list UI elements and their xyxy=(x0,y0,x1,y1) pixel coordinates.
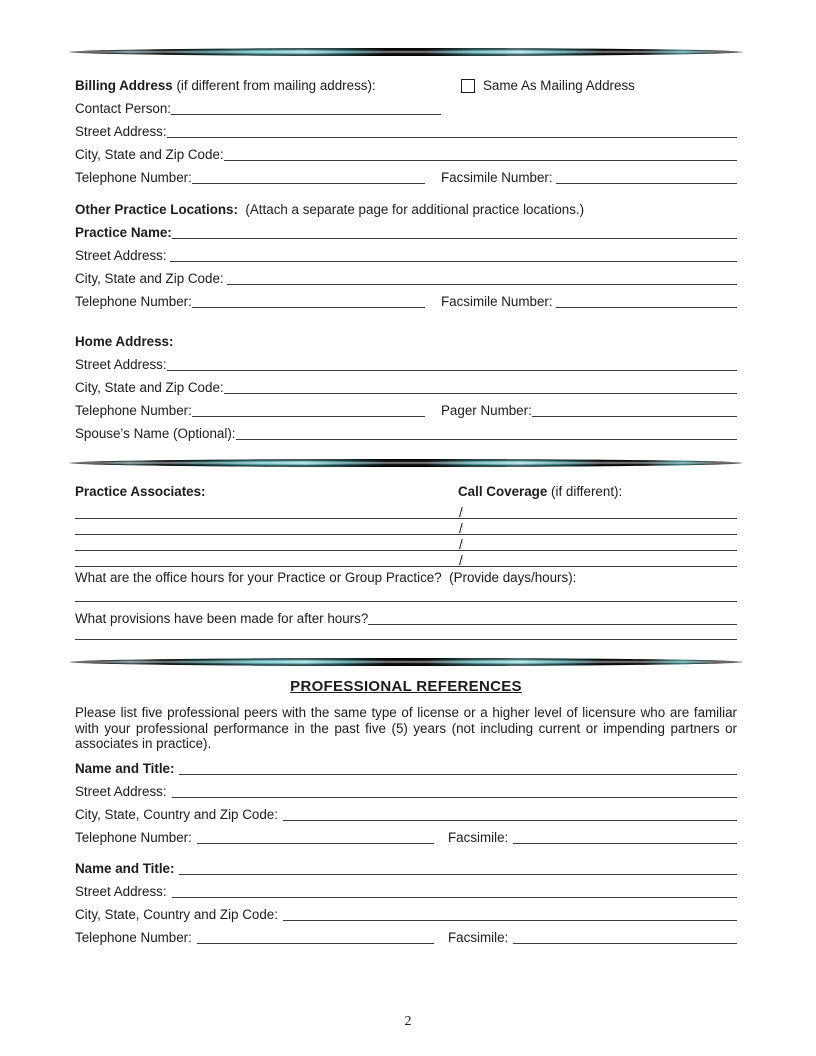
ref2-phone-line[interactable] xyxy=(197,943,434,944)
ref2-name-line[interactable] xyxy=(179,874,737,875)
practice-fax-label: Facsimile Number: xyxy=(441,294,557,310)
form-content xyxy=(75,48,737,946)
billing-city-label: City, State and Zip Code: xyxy=(75,147,224,163)
associate-coverage-row-3[interactable] xyxy=(75,535,737,551)
billing-contact-row xyxy=(75,94,737,117)
associate-coverage-row-4[interactable] xyxy=(75,551,737,567)
home-city-row xyxy=(75,373,737,396)
billing-city-line[interactable] xyxy=(224,160,737,161)
billing-address-heading xyxy=(75,78,461,94)
spouse-name-line[interactable] xyxy=(236,439,737,440)
ref1-fax-label: Facsimile: xyxy=(448,829,509,845)
professional-references-intro: Please list five professional peers with the same type of license or a higher level of licensure who are familiar with your professional performance in the past five (5) years (not including current or impending partners or associates in practice). xyxy=(75,705,737,751)
ref1-name-line[interactable] xyxy=(179,774,737,775)
home-phone-line[interactable] xyxy=(192,416,425,417)
associates-header-row xyxy=(75,485,737,500)
practice-phone-cell xyxy=(75,294,441,310)
ref1-fax-line[interactable] xyxy=(513,843,737,844)
billing-contact-line[interactable] xyxy=(171,114,441,115)
ref1-phone-fax-row xyxy=(75,823,737,846)
practice-city-line[interactable] xyxy=(227,284,737,285)
practice-street-row xyxy=(75,241,737,264)
ref2-street-label: Street Address: xyxy=(75,883,167,899)
call-coverage-heading-bold: Call Coverage xyxy=(458,484,548,500)
coverage-separator-slash: / xyxy=(458,521,463,536)
after-hours-answer-line[interactable] xyxy=(368,624,737,625)
ref2-city-row xyxy=(75,900,737,923)
practice-street-label: Street Address: xyxy=(75,248,171,264)
other-practice-heading xyxy=(75,202,584,218)
ref2-city-label: City, State, Country and Zip Code: xyxy=(75,906,278,922)
practice-name-label: Practice Name: xyxy=(75,225,172,241)
after-hours-answer-line-2[interactable] xyxy=(75,639,737,640)
home-city-line[interactable] xyxy=(224,393,737,394)
practice-city-row xyxy=(75,264,737,287)
ref2-street-row xyxy=(75,877,737,900)
professional-references-title: PROFESSIONAL REFERENCES xyxy=(290,678,522,695)
reference-block-1 xyxy=(75,754,737,846)
ref1-street-line[interactable] xyxy=(172,797,737,798)
spouse-name-row xyxy=(75,419,737,442)
ref1-phone-label: Telephone Number: xyxy=(75,829,192,845)
ref1-city-line[interactable] xyxy=(283,820,737,821)
reference-block-2 xyxy=(75,854,737,946)
other-practice-heading-rest: (Attach a separate page for additional practice locations.) xyxy=(237,202,585,218)
associate-coverage-row-1[interactable] xyxy=(75,500,737,519)
coverage-separator-slash: / xyxy=(458,553,463,568)
practice-city-label: City, State and Zip Code: xyxy=(75,271,228,287)
page-number: 2 xyxy=(404,1014,412,1029)
section-divider-bar xyxy=(69,658,743,666)
billing-fax-line[interactable] xyxy=(556,183,737,184)
billing-fax-label: Facsimile Number: xyxy=(441,170,557,186)
billing-contact-label: Contact Person: xyxy=(75,101,172,117)
other-practice-heading-bold: Other Practice Locations: xyxy=(75,202,238,218)
coverage-separator-slash: / xyxy=(458,537,463,552)
ref2-fax-line[interactable] xyxy=(513,943,737,944)
after-hours-question: What provisions have been made for after hours? xyxy=(75,611,369,627)
billing-address-heading-rest: (if different from mailing address): xyxy=(172,78,376,94)
home-address-heading: Home Address: xyxy=(75,334,174,350)
practice-name-row xyxy=(75,218,737,241)
billing-phone-fax-row xyxy=(75,163,737,186)
ref2-fax-label: Facsimile: xyxy=(448,929,509,945)
practice-phone-label: Telephone Number: xyxy=(75,294,192,310)
other-practice-header xyxy=(75,202,737,218)
ref1-city-row xyxy=(75,800,737,823)
billing-address-heading-bold: Billing Address xyxy=(75,78,173,94)
billing-phone-cell xyxy=(75,170,441,186)
ref1-street-row xyxy=(75,777,737,800)
home-city-label: City, State and Zip Code: xyxy=(75,380,224,396)
practice-fax-line[interactable] xyxy=(556,307,737,308)
ref2-name-label: Name and Title: xyxy=(75,860,175,876)
ref1-phone-cell xyxy=(75,830,448,846)
same-as-mailing-label: Same As Mailing Address xyxy=(483,78,635,94)
ref2-street-line[interactable] xyxy=(172,897,737,898)
home-phone-label: Telephone Number: xyxy=(75,403,192,419)
after-hours-question-row xyxy=(75,612,737,627)
section-divider-bar xyxy=(69,459,743,467)
ref2-city-line[interactable] xyxy=(283,920,737,921)
ref2-phone-label: Telephone Number: xyxy=(75,929,192,945)
practice-street-line[interactable] xyxy=(170,261,737,262)
billing-street-label: Street Address: xyxy=(75,124,167,140)
ref1-phone-line[interactable] xyxy=(197,843,434,844)
billing-street-row xyxy=(75,117,737,140)
home-street-row xyxy=(75,350,737,373)
home-pager-line[interactable] xyxy=(532,416,737,417)
billing-street-line[interactable] xyxy=(167,137,737,138)
associate-coverage-row-2[interactable] xyxy=(75,519,737,535)
same-as-mailing-checkbox[interactable] xyxy=(461,79,475,93)
practice-phone-line[interactable] xyxy=(192,307,425,308)
office-hours-answer-line[interactable] xyxy=(75,601,737,602)
billing-phone-line[interactable] xyxy=(192,183,425,184)
spouse-name-label: Spouse’s Name (Optional): xyxy=(75,426,236,442)
section-divider-bar xyxy=(69,48,743,56)
ref1-street-label: Street Address: xyxy=(75,783,167,799)
billing-phone-label: Telephone Number: xyxy=(75,170,192,186)
practice-phone-fax-row xyxy=(75,287,737,310)
practice-name-line[interactable] xyxy=(172,238,737,239)
practice-associates-heading: Practice Associates: xyxy=(75,484,206,500)
ref2-phone-cell xyxy=(75,930,448,946)
same-as-mailing-option xyxy=(461,78,635,94)
billing-address-header xyxy=(75,78,737,94)
office-hours-question: What are the office hours for your Practice or Group Practice? (Provide days/hours): xyxy=(75,570,577,586)
ref2-name-row xyxy=(75,854,737,877)
home-phone-cell xyxy=(75,403,441,419)
ref1-name-label: Name and Title: xyxy=(75,760,175,776)
home-address-header xyxy=(75,334,737,350)
office-hours-question-row xyxy=(75,572,737,586)
home-pager-label: Pager Number: xyxy=(441,403,532,419)
coverage-separator-slash: / xyxy=(458,505,463,520)
ref1-name-row xyxy=(75,754,737,777)
ref2-phone-fax-row xyxy=(75,923,737,946)
call-coverage-heading-rest: (if different): xyxy=(547,484,623,500)
billing-city-row xyxy=(75,140,737,163)
call-coverage-heading xyxy=(458,484,622,500)
home-street-line[interactable] xyxy=(167,370,737,371)
home-street-label: Street Address: xyxy=(75,357,167,373)
home-phone-pager-row xyxy=(75,396,737,419)
ref1-city-label: City, State, Country and Zip Code: xyxy=(75,806,278,822)
